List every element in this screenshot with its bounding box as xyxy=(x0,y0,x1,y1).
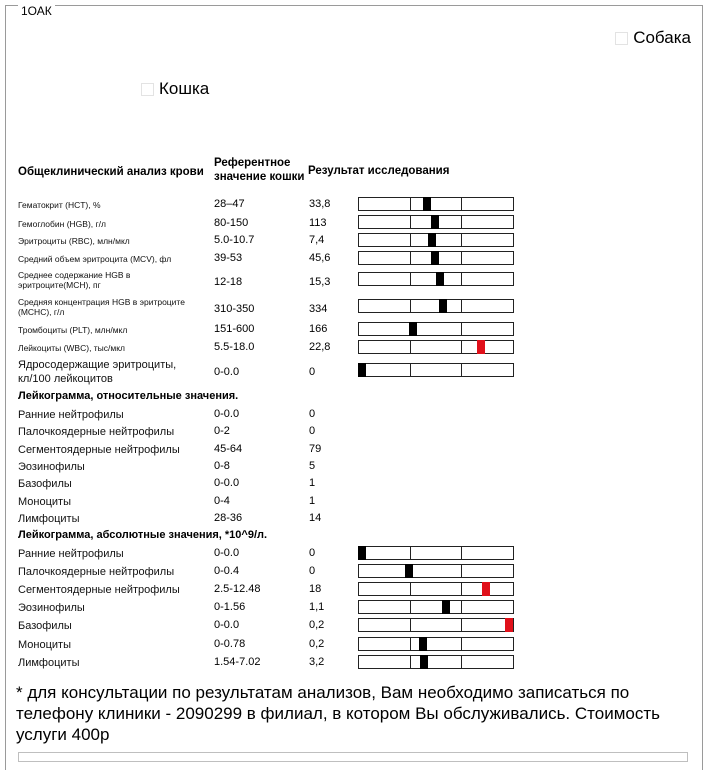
reference-value: 80-150 xyxy=(214,217,249,229)
cat-label: Кошка xyxy=(159,79,210,98)
table-row xyxy=(0,232,707,249)
result-value: 0,2 xyxy=(309,619,325,632)
result-marker xyxy=(419,637,427,651)
range-indicator-bar xyxy=(358,322,514,336)
result-marker xyxy=(436,272,444,286)
reference-value: 0-0.0 xyxy=(214,619,240,632)
range-divider xyxy=(410,364,411,376)
reference-value: 28-36 xyxy=(214,511,243,524)
table-row xyxy=(0,617,707,635)
range-divider xyxy=(461,273,462,285)
table-row xyxy=(0,563,707,581)
table-row xyxy=(0,406,707,423)
result-marker xyxy=(423,197,431,211)
result-marker xyxy=(477,340,485,354)
reference-value: 0-4 xyxy=(214,494,230,507)
range-divider xyxy=(461,565,462,577)
range-divider xyxy=(410,619,411,631)
table-row xyxy=(0,214,707,231)
result-marker xyxy=(442,600,450,614)
parameter-name: Лимфоциты xyxy=(18,512,80,525)
table-row xyxy=(0,458,707,475)
result-marker xyxy=(358,363,366,377)
reference-value: 2.5-12.48 xyxy=(214,583,261,596)
range-indicator-bar xyxy=(358,340,514,354)
result-marker xyxy=(439,299,447,313)
reference-value: 151-600 xyxy=(214,323,255,335)
result-value: 334 xyxy=(309,303,328,315)
parameter-name: Палочкоядерные нейтрофилы xyxy=(18,566,175,579)
dog-checkbox[interactable] xyxy=(615,32,628,45)
result-value: 7,4 xyxy=(309,234,325,246)
dog-label: Собака xyxy=(633,28,691,47)
parameter-name: Базофилы xyxy=(18,478,72,491)
reference-value: 39-53 xyxy=(214,252,243,264)
result-marker xyxy=(431,251,439,265)
result-value: 3,2 xyxy=(309,655,325,668)
range-divider xyxy=(461,547,462,559)
result-value: 18 xyxy=(309,583,322,596)
reference-value: 5.0-10.7 xyxy=(214,234,255,246)
range-divider xyxy=(461,619,462,631)
cat-checkbox[interactable] xyxy=(141,83,154,96)
reference-value: 0-0.0 xyxy=(214,477,240,490)
result-value: 0 xyxy=(309,547,316,559)
result-value: 0,2 xyxy=(309,637,325,650)
parameter-name: Тромбоциты (PLT), млн/мкл xyxy=(18,325,128,335)
section-relative-title: Лейкограмма, относительные значения. xyxy=(18,390,239,402)
range-divider xyxy=(410,601,411,613)
range-divider xyxy=(461,364,462,376)
parameter-name: Гематокрит (HCT), % xyxy=(18,200,101,210)
range-divider xyxy=(461,601,462,613)
result-value: 166 xyxy=(309,323,328,335)
dog-option[interactable] xyxy=(615,28,691,48)
table-row xyxy=(0,268,707,294)
reference-value: 5.5-18.0 xyxy=(214,341,255,353)
result-value: 33,8 xyxy=(309,198,331,210)
range-divider xyxy=(410,547,411,559)
reference-value: 310-350 xyxy=(214,303,255,315)
range-divider xyxy=(410,273,411,285)
range-divider xyxy=(461,583,462,595)
reference-value: 0-0.0 xyxy=(214,408,240,420)
table-row xyxy=(0,196,707,213)
parameter-name: Сегментоядерные нейтрофилы xyxy=(18,584,180,597)
result-value: 5 xyxy=(309,459,316,472)
range-indicator-bar xyxy=(358,637,514,651)
form-legend: 1ОАК xyxy=(18,5,55,17)
parameter-name: Средний объем эритроцита (MCV), фл xyxy=(18,254,172,264)
result-value: 0 xyxy=(309,565,316,578)
section-absolute-title: Лейкограмма, абсолютные значения, *10^9/л. xyxy=(18,529,268,541)
reference-value: 1.54-7.02 xyxy=(214,655,261,668)
range-divider xyxy=(410,234,411,246)
parameter-name: Базофилы xyxy=(18,620,72,633)
reference-value: 0-0.0 xyxy=(214,547,240,559)
parameter-name: Палочкоядерные нейтрофилы xyxy=(18,426,175,439)
result-marker xyxy=(420,655,428,669)
column-header-result: Результат исследования xyxy=(308,165,450,177)
parameter-name: Гемоглобин (HGB), г/л xyxy=(18,219,106,229)
parameter-name: Эритроциты (RBC), млн/мкл xyxy=(18,236,130,246)
bottom-input-field[interactable] xyxy=(18,752,688,762)
result-value: 79 xyxy=(309,442,322,455)
result-value: 1 xyxy=(309,494,316,507)
range-divider xyxy=(410,583,411,595)
result-value: 1 xyxy=(309,477,316,490)
parameter-name: Лейкоциты (WBC), тыс/мкл xyxy=(18,343,126,353)
result-marker xyxy=(431,215,439,229)
table-row xyxy=(0,339,707,356)
parameter-name: Моноциты xyxy=(18,638,71,651)
column-header-reference-line2: значение кошки xyxy=(214,171,305,183)
column-header-name: Общеклинический анализ крови xyxy=(18,166,204,178)
table-row xyxy=(0,581,707,599)
table-row xyxy=(0,295,707,321)
range-divider xyxy=(461,234,462,246)
result-value: 0 xyxy=(309,366,316,378)
reference-value: 0-2 xyxy=(214,425,230,438)
range-divider xyxy=(410,341,411,353)
table-row xyxy=(0,357,707,389)
range-indicator-bar xyxy=(358,272,514,286)
reference-value: 0-1.56 xyxy=(214,601,246,614)
range-indicator-bar xyxy=(358,618,514,632)
reference-value: 0-0.0 xyxy=(214,366,240,378)
parameter-name: Эозинофилы xyxy=(18,460,85,473)
table-row xyxy=(0,423,707,440)
result-value: 14 xyxy=(309,511,322,524)
column-header-reference-line1: Референтное xyxy=(214,157,291,169)
result-marker xyxy=(405,564,413,578)
parameter-name: Среднее содержание HGB в эритроците(MCH), пг xyxy=(18,270,131,290)
table-row xyxy=(0,545,707,563)
range-indicator-bar xyxy=(358,582,514,596)
range-divider xyxy=(461,638,462,650)
range-divider xyxy=(410,300,411,312)
parameter-name: Моноциты xyxy=(18,495,71,508)
parameter-name: Ранние нейтрофилы xyxy=(18,548,124,560)
reference-value: 45-64 xyxy=(214,442,243,455)
result-value: 0 xyxy=(309,425,316,438)
reference-value: 0-0.4 xyxy=(214,565,240,578)
table-row xyxy=(0,636,707,654)
range-divider xyxy=(410,252,411,264)
table-row xyxy=(0,654,707,672)
table-row xyxy=(0,441,707,458)
parameter-name: Ранние нейтрофилы xyxy=(18,409,124,421)
range-divider xyxy=(461,216,462,228)
reference-value: 0-8 xyxy=(214,459,230,472)
cat-option[interactable] xyxy=(141,79,209,99)
result-value: 113 xyxy=(309,217,327,229)
range-divider xyxy=(461,198,462,210)
result-marker xyxy=(505,618,513,632)
table-row xyxy=(0,321,707,338)
range-indicator-bar xyxy=(358,655,514,669)
table-row xyxy=(0,475,707,492)
table-row xyxy=(0,493,707,510)
range-indicator-bar xyxy=(358,299,514,313)
column-header-reference xyxy=(214,156,305,184)
range-indicator-bar xyxy=(358,363,514,377)
range-divider xyxy=(461,252,462,264)
range-divider xyxy=(461,341,462,353)
range-indicator-bar xyxy=(358,233,514,247)
range-indicator-bar xyxy=(358,197,514,211)
parameter-name: Лимфоциты xyxy=(18,656,80,669)
result-marker xyxy=(428,233,436,247)
result-marker xyxy=(482,582,490,596)
reference-value: 28–47 xyxy=(214,198,245,210)
result-marker xyxy=(409,322,417,336)
result-value: 22,8 xyxy=(309,341,331,353)
result-value: 1,1 xyxy=(309,601,325,614)
range-divider xyxy=(410,638,411,650)
parameter-name: Средняя концентрация HGB в эритроците (MCHC), г/л xyxy=(18,297,185,317)
result-value: 15,3 xyxy=(309,276,331,288)
table-row xyxy=(0,599,707,617)
range-indicator-bar xyxy=(358,600,514,614)
result-value: 0 xyxy=(309,408,316,420)
range-indicator-bar xyxy=(358,564,514,578)
result-marker xyxy=(358,546,366,560)
reference-value: 12-18 xyxy=(214,276,243,288)
table-row xyxy=(0,510,707,527)
reference-value: 0-0.78 xyxy=(214,637,246,650)
parameter-name: Ядросодержащие эритроциты, кл/100 лейкоцитов xyxy=(18,359,177,385)
range-divider xyxy=(410,198,411,210)
consultation-note: * для консультации по результатам анализов, Вам необходимо записаться по телефону клиники - 2090299 в филиал, в котором Вы обслуживались. Стоимость услуги 400р xyxy=(16,683,660,744)
range-divider xyxy=(461,323,462,335)
range-divider xyxy=(461,300,462,312)
range-divider xyxy=(410,656,411,668)
parameter-name: Эозинофилы xyxy=(18,602,85,615)
parameter-name: Сегментоядерные нейтрофилы xyxy=(18,443,180,456)
range-divider xyxy=(410,216,411,228)
range-indicator-bar xyxy=(358,215,514,229)
result-value: 45,6 xyxy=(309,252,331,264)
table-row xyxy=(0,250,707,267)
range-indicator-bar xyxy=(358,251,514,265)
range-indicator-bar xyxy=(358,546,514,560)
range-divider xyxy=(461,656,462,668)
